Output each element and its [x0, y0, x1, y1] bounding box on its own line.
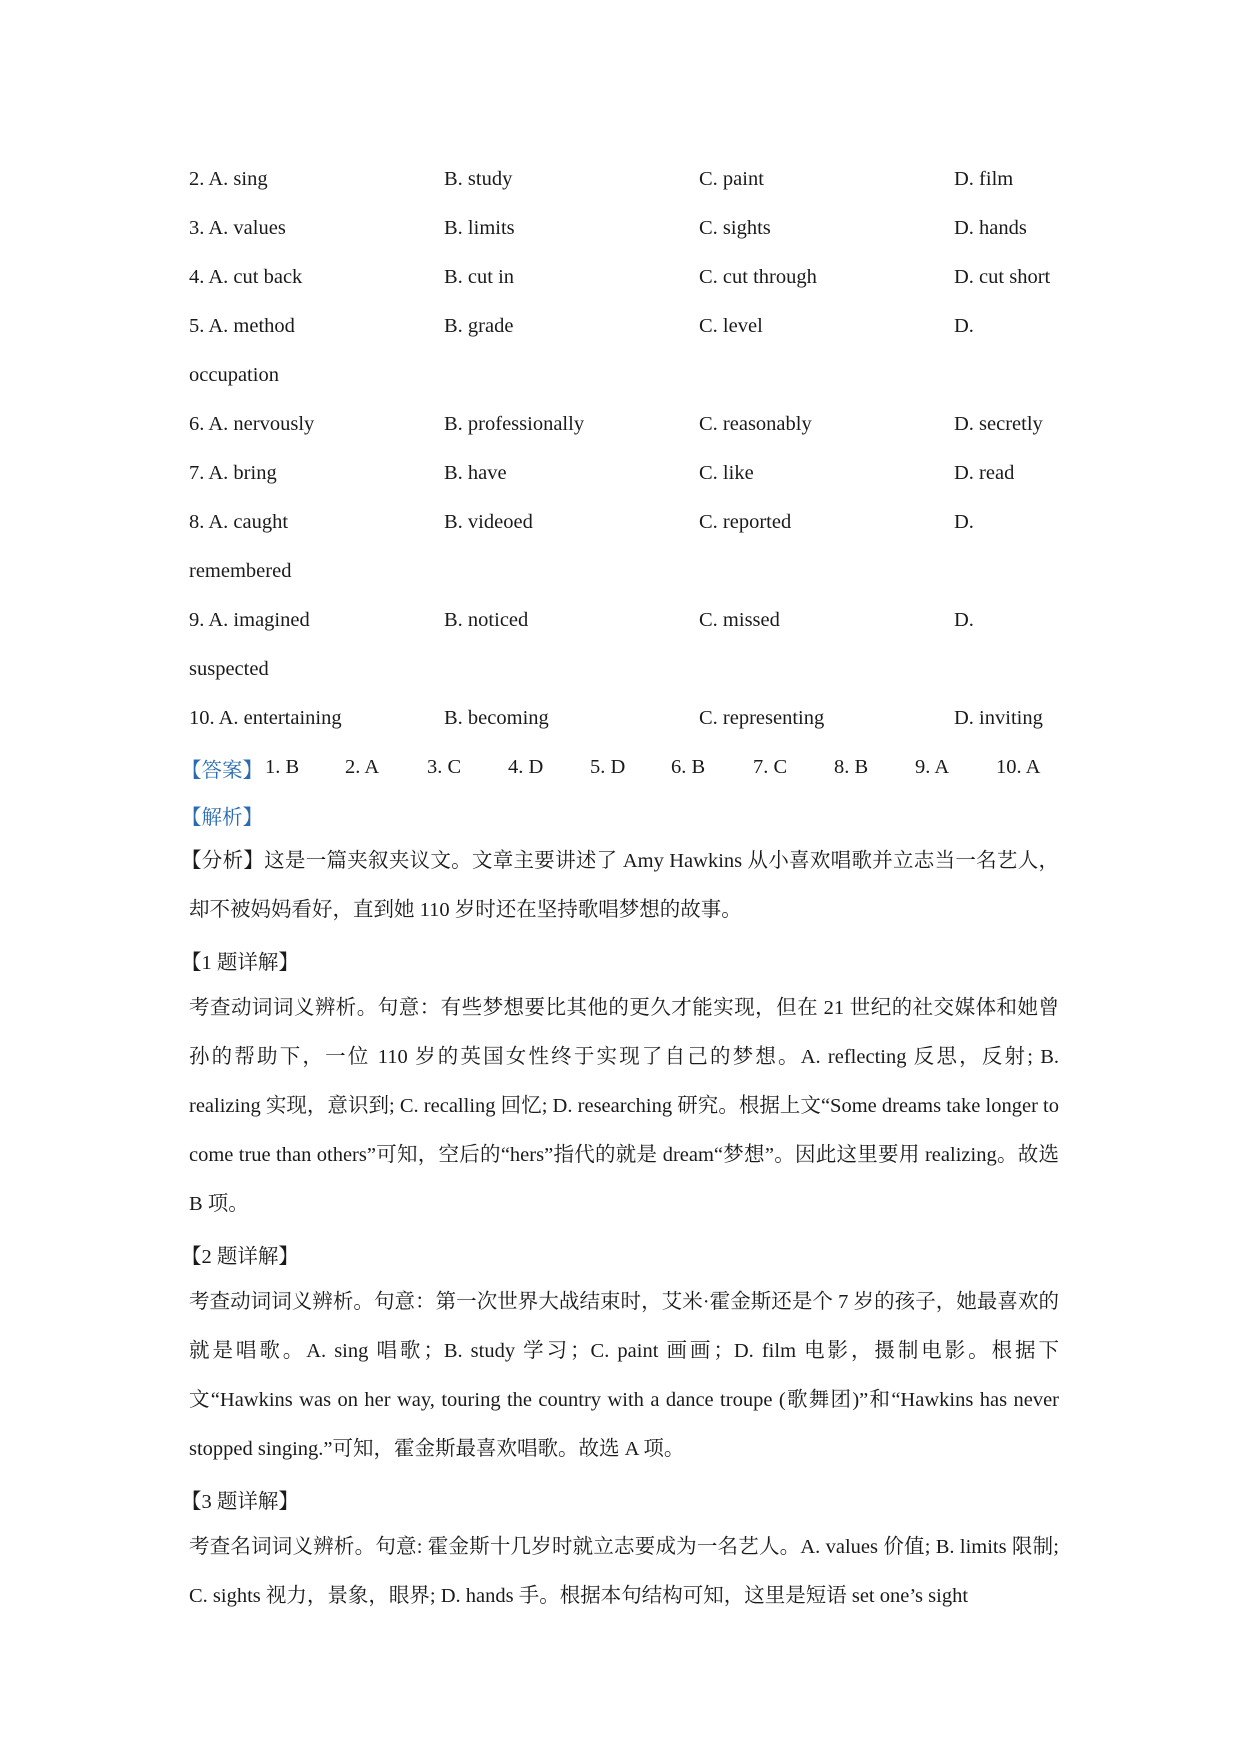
option-a: 7. A. bring — [189, 462, 277, 484]
option-b: B. have — [444, 462, 507, 484]
option-c: C. sights — [699, 217, 771, 239]
option-b: B. study — [444, 168, 513, 190]
option-c: C. representing — [699, 707, 825, 729]
detail-paragraph: 考查动词词义辨析。句意：第一次世界大战结束时，艾米·霍金斯还是个 7 岁的孩子，她最喜欢的就是唱歌。A. sing 唱歌；B. study 学习；C. paint 画画；D. film 电影，摄制电影。根据下文“Hawkins was on her way, touring the country with a dance troupe (歌舞团)”和“Hawkins has never stopped singing.”可知，霍金斯最喜欢唱歌。故选 A 项。 — [189, 1291, 1059, 1460]
option-c: C. paint — [699, 168, 764, 190]
answer-item: 7. C — [753, 756, 788, 778]
option-d: D. film — [954, 168, 1014, 190]
option-b: B. professionally — [444, 413, 585, 435]
option-d: D. — [954, 511, 974, 533]
option-c: C. like — [699, 462, 754, 484]
option-a: 2. A. sing — [189, 168, 268, 190]
option-d: D. read — [954, 462, 1015, 484]
option-d: D. secretly — [954, 413, 1043, 435]
option-d-wrap: remembered — [189, 560, 292, 582]
options-grid — [189, 155, 1059, 743]
option-c: C. reported — [699, 511, 792, 533]
option-a: 4. A. cut back — [189, 266, 303, 288]
question-row — [189, 596, 1059, 645]
analysis-paragraph — [181, 837, 1059, 935]
option-c: C. level — [699, 315, 763, 337]
option-a: 9. A. imagined — [189, 609, 310, 631]
option-a: 5. A. method — [189, 315, 295, 337]
option-d-wrap: suspected — [189, 658, 269, 680]
option-d: D. inviting — [954, 707, 1043, 729]
option-a: 8. A. caught — [189, 511, 289, 533]
option-c: C. reasonably — [699, 413, 812, 435]
question-row — [189, 155, 1059, 204]
answer-item: 3. C — [427, 756, 462, 778]
option-b: B. cut in — [444, 266, 515, 288]
option-b: B. becoming — [444, 707, 549, 729]
answer-row — [181, 743, 1059, 792]
question-row — [189, 400, 1059, 449]
detail-heading: 【1 题详解】 — [181, 951, 299, 974]
detail-paragraph: 考查动词词义辨析。句意：有些梦想要比其他的更久才能实现，但在 21 世纪的社交媒体和她曾孙的帮助下，一位 110 岁的英国女性终于实现了自己的梦想。A. reflecting 反思，反射; B. realizing 实现，意识到; C. recalling 回忆; D. researching 研究。根据上文“Some dreams take longer to come true than others”可知，空后的“hers”指代的就是 dream“梦想”。因此这里要用 realizing。故选 B 项。 — [189, 997, 1059, 1215]
question-row — [189, 498, 1059, 547]
answer-item: 8. B — [834, 756, 869, 778]
answer-item: 1. B — [265, 756, 300, 778]
option-d: D. hands — [954, 217, 1027, 239]
question-row — [189, 302, 1059, 351]
question-row — [189, 253, 1059, 302]
option-d: D. cut short — [954, 266, 1051, 288]
answer-tag: 【答案】 — [181, 759, 263, 782]
option-d: D. — [954, 609, 974, 631]
option-b: B. grade — [444, 315, 514, 337]
option-a: 3. A. values — [189, 217, 286, 239]
question-row — [189, 694, 1059, 743]
document-page — [181, 155, 1059, 1621]
option-b: B. noticed — [444, 609, 529, 631]
option-b: B. videoed — [444, 511, 533, 533]
question-row — [189, 449, 1059, 498]
question-row — [189, 204, 1059, 253]
analysis-tag: 【分析】 — [181, 850, 265, 872]
answer-item: 9. A — [915, 756, 950, 778]
answer-item: 5. D — [590, 756, 626, 778]
option-d-wrap: occupation — [189, 364, 279, 386]
option-c: C. cut through — [699, 266, 817, 288]
option-d: D. — [954, 315, 974, 337]
answer-item: 10. A — [996, 756, 1041, 778]
detail-paragraph: 考查名词词义辨析。句意: 霍金斯十几岁时就立志要成为一名艺人。A. values 价值; B. limits 限制; C. sights 视力，景象，眼界; D. hands 手。根据本句结构可知，这里是短语 set one’s sight — [189, 1536, 1059, 1607]
analysis-text: 这是一篇夹叙夹议文。文章主要讲述了 Amy Hawkins 从小喜欢唱歌并立志当一名艺人，却不被妈妈看好，直到她 110 岁时还在坚持歌唱梦想的故事。 — [189, 850, 1059, 921]
option-b: B. limits — [444, 217, 515, 239]
explanation-tag: 【解析】 — [181, 806, 263, 829]
option-a: 10. A. entertaining — [189, 707, 342, 729]
option-c: C. missed — [699, 609, 780, 631]
answer-item: 6. B — [671, 756, 706, 778]
detail-heading: 【2 题详解】 — [181, 1245, 299, 1268]
answer-item: 2. A — [345, 756, 380, 778]
answer-item: 4. D — [508, 756, 544, 778]
detail-heading: 【3 题详解】 — [181, 1490, 299, 1513]
option-a: 6. A. nervously — [189, 413, 315, 435]
